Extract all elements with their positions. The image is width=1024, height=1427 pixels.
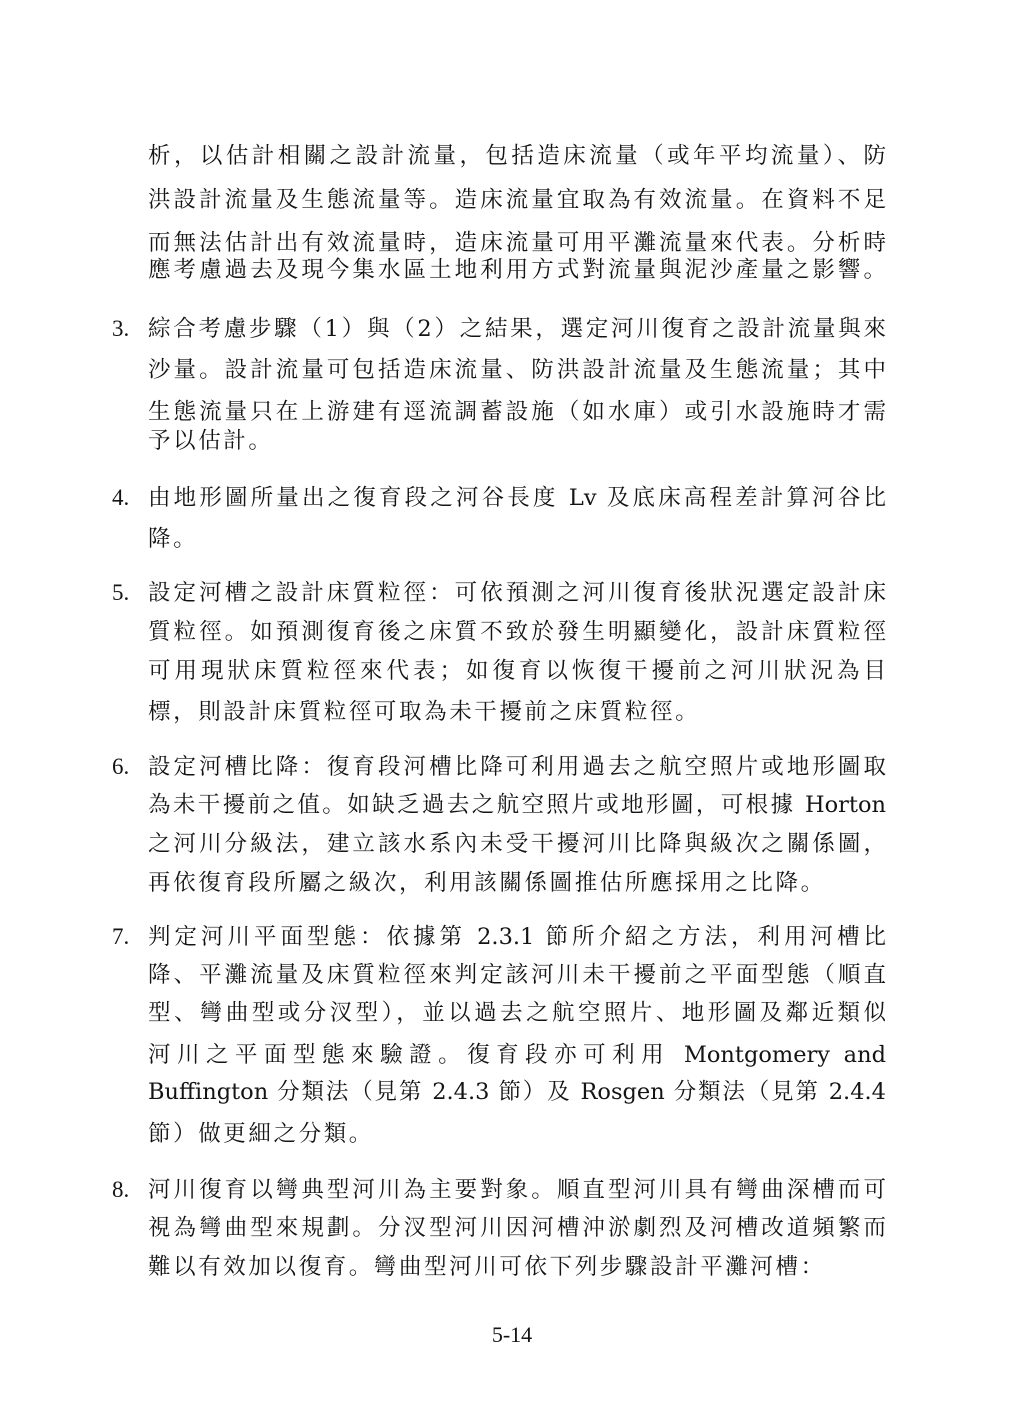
intro-line-3: 而無法估計出有效流量時，造床流量可用平灘流量來代表。分析時 xyxy=(148,230,886,256)
item-6-line-1: 設定河槽比降：復育段河槽比降可利用過去之航空照片或地形圖取 xyxy=(148,754,886,780)
item-4-number: 4. xyxy=(112,485,130,510)
item-7-line-5: Buffington 分類法（見第 2.4.3 節）及 Rosgen 分類法（見第 2.4.4 xyxy=(148,1079,886,1105)
item-6-line-2: 為未干擾前之值。如缺乏過去之航空照片或地形圖，可根據 Horton xyxy=(148,792,886,818)
item-7-line-6: 節）做更細之分類。 xyxy=(148,1121,374,1147)
item-7-line-3: 型、彎曲型或分汊型），並以過去之航空照片、地形圖及鄰近類似 xyxy=(148,1000,886,1026)
item-8-number: 8. xyxy=(112,1177,130,1202)
item-7-line-4: 河川之平面型態來驗證。復育段亦可利用 Montgomery and xyxy=(148,1042,886,1068)
item-5-line-2: 質粒徑。如預測復育後之床質不致於發生明顯變化，設計床質粒徑 xyxy=(148,619,886,645)
item-4-line-1: 由地形圖所量出之復育段之河谷長度 Lv 及底床高程差計算河谷比 xyxy=(148,485,886,511)
item-3-number: 3. xyxy=(112,316,130,341)
item-8-line-3: 難以有效加以復育。彎曲型河川可依下列步驟設計平灘河槽： xyxy=(148,1254,826,1280)
item-7-line-1: 判定河川平面型態：依據第 2.3.1 節所介紹之方法，利用河槽比 xyxy=(148,924,886,950)
intro-line-1: 析，以估計相關之設計流量，包括造床流量（或年平均流量）、防 xyxy=(148,143,886,169)
item-5-line-3: 可用現狀床質粒徑來代表；如復育以恢復干擾前之河川狀況為目 xyxy=(148,658,886,684)
item-4-line-2: 降。 xyxy=(148,526,199,552)
item-3-line-4: 予以估計。 xyxy=(148,428,274,454)
item-6-line-4: 再依復育段所屬之級次，利用該關係圖推估所應採用之比降。 xyxy=(148,870,826,896)
item-7-number: 7. xyxy=(112,924,130,949)
item-5-line-1: 設定河槽之設計床質粒徑：可依預測之河川復育後狀況選定設計床 xyxy=(148,580,886,606)
item-8-line-1: 河川復育以彎典型河川為主要對象。順直型河川具有彎曲深槽而可 xyxy=(148,1177,886,1203)
item-5-number: 5. xyxy=(112,580,130,605)
page-number: 5-14 xyxy=(491,1322,533,1347)
item-6-number: 6. xyxy=(112,754,130,779)
item-6-line-3: 之河川分級法，建立該水系內未受干擾河川比降與級次之關係圖， xyxy=(148,831,886,857)
intro-line-2: 洪設計流量及生態流量等。造床流量宜取為有效流量。在資料不足 xyxy=(148,187,886,213)
item-3-line-1: 綜合考慮步驟（1）與（2）之結果，選定河川復育之設計流量與來 xyxy=(148,316,886,342)
item-8-line-2: 視為彎曲型來規劃。分汊型河川因河槽沖淤劇烈及河槽改道頻繁而 xyxy=(148,1215,886,1241)
intro-line-4: 應考慮過去及現今集水區土地利用方式對流量與泥沙產量之影響。 xyxy=(148,257,886,283)
item-5-line-4: 標，則設計床質粒徑可取為未干擾前之床質粒徑。 xyxy=(148,699,701,725)
item-3-line-2: 沙量。設計流量可包括造床流量、防洪設計流量及生態流量；其中 xyxy=(148,357,886,383)
item-7-line-2: 降、平灘流量及床質粒徑來判定該河川未干擾前之平面型態（順直 xyxy=(148,962,886,988)
item-3-line-3: 生態流量只在上游建有逕流調蓄設施（如水庫）或引水設施時才需 xyxy=(148,399,886,425)
